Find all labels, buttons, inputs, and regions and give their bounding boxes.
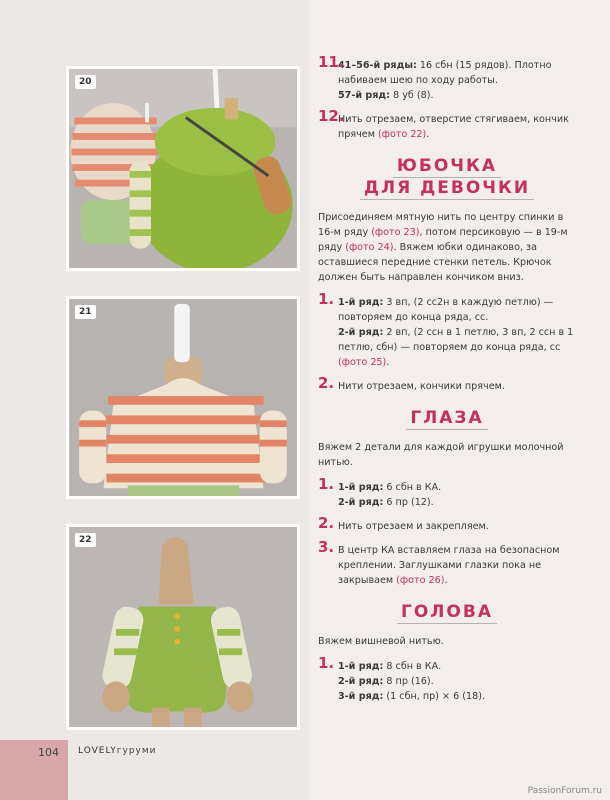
photo-20-image xyxy=(69,69,297,268)
step-text: Нити отрезаем, кончики прячем. xyxy=(338,381,505,392)
head-step-1 xyxy=(318,654,576,704)
intro-text: . Вяжем юбки одинаково, за оставшиеся передние стенки петель. Крючок должен быть направлен кончиком вниз. xyxy=(318,242,552,283)
row-label: 2-й ряд: xyxy=(338,676,384,687)
skirt-step-2 xyxy=(318,374,576,394)
row-label: 1-й ряд: xyxy=(338,482,384,493)
brand-name xyxy=(78,746,157,756)
step-text: 8 пр (16). xyxy=(383,676,434,687)
row-label: 2-й ряд: xyxy=(338,327,384,338)
photo-number: 21 xyxy=(75,305,96,319)
row-label: 41–56-й ряды: xyxy=(338,60,417,71)
step-number: 1. xyxy=(318,654,335,672)
step-number: 2. xyxy=(318,514,335,532)
intro-text: , потом персиковую — в 19-м ряду xyxy=(318,227,568,253)
photo-number: 20 xyxy=(75,75,96,89)
head-intro: Вяжем вишневой нитью. xyxy=(318,636,444,647)
step-text: 16 сбн (15 рядов). Плотно набиваем шею по ходу работы. xyxy=(338,60,552,86)
step-text: Нить отрезаем, отверстие стягиваем, кончик прячем xyxy=(338,114,569,140)
page-number: 104 xyxy=(38,746,59,759)
eyes-step-3 xyxy=(318,538,576,588)
eyes-step-2 xyxy=(318,514,576,534)
step-text: (1 сбн, пр) × 6 (18). xyxy=(383,691,485,702)
step-11 xyxy=(318,53,576,103)
step-text: . xyxy=(386,357,390,368)
eyes-intro: Вяжем 2 детали для каждой игрушки молочной нитью. xyxy=(318,442,564,468)
row-label: 2-й ряд: xyxy=(338,497,384,508)
heading-line-1: ЮБОЧКА xyxy=(393,156,501,178)
photo-21-image xyxy=(69,299,297,496)
step-text: 2 вп, (2 ссн в 1 петлю, 3 вп, 2 ссн в 1 петлю, сбн) — повторяем до конца ряда, сс xyxy=(338,327,574,353)
step-number: 12. xyxy=(318,107,345,125)
heading-line-1: ГОЛОВА xyxy=(397,602,497,624)
step-text: В центр КА вставляем глаза на безопасном креплении. Заглушками глазки пока не закрываем xyxy=(338,545,560,586)
step-number: 2. xyxy=(318,374,335,392)
step-text: . xyxy=(426,129,430,140)
step-text: 8 сбн в КА. xyxy=(383,661,442,672)
row-label: 1-й ряд: xyxy=(338,297,384,308)
row-label: 1-й ряд: xyxy=(338,661,384,672)
row-label: 57-й ряд: xyxy=(338,90,391,101)
photo-22 xyxy=(66,524,300,730)
photo-reference: (фото 22) xyxy=(378,129,427,140)
step-12 xyxy=(318,107,576,142)
step-text: 6 сбн в КА. xyxy=(383,482,442,493)
heading-line-1: ГЛАЗА xyxy=(406,408,487,430)
step-number: 11. xyxy=(318,53,345,71)
photo-reference: (фото 23) xyxy=(371,227,420,238)
skirt-heading xyxy=(318,156,576,200)
photo-reference: (фото 25) xyxy=(338,357,387,368)
eyes-heading xyxy=(318,408,576,430)
skirt-intro xyxy=(318,210,576,285)
step-text: Нить отрезаем и закрепляем. xyxy=(338,521,489,532)
step-text: 8 уб (8). xyxy=(390,90,434,101)
step-text: 3 вп, (2 сс2н в каждую петлю) — повторяем до конца ряда, сс. xyxy=(338,297,554,323)
row-label: 3-й ряд: xyxy=(338,691,384,702)
text-column xyxy=(318,53,576,713)
step-text: . xyxy=(444,575,448,586)
brand-prefix: LOVELY xyxy=(78,746,117,756)
brand-suffix: гуруми xyxy=(116,746,157,756)
skirt-step-1 xyxy=(318,290,576,370)
photo-22-image xyxy=(69,527,297,727)
step-number: 3. xyxy=(318,538,335,556)
photo-20 xyxy=(66,66,300,271)
eyes-step-1 xyxy=(318,475,576,510)
intro-text: Присоединяем мятную нить по центру спинки в 16-м ряду xyxy=(318,212,564,238)
heading-line-2: ДЛЯ ДЕВОЧКИ xyxy=(360,178,534,200)
photo-number: 22 xyxy=(75,533,96,547)
watermark: PassionForum.ru xyxy=(527,786,602,796)
step-number: 1. xyxy=(318,475,335,493)
step-text: 6 пр (12). xyxy=(383,497,434,508)
photo-reference: (фото 24) xyxy=(345,242,394,253)
step-number: 1. xyxy=(318,290,335,308)
photo-reference: (фото 26) xyxy=(396,575,445,586)
head-heading xyxy=(318,602,576,624)
photo-21 xyxy=(66,296,300,499)
